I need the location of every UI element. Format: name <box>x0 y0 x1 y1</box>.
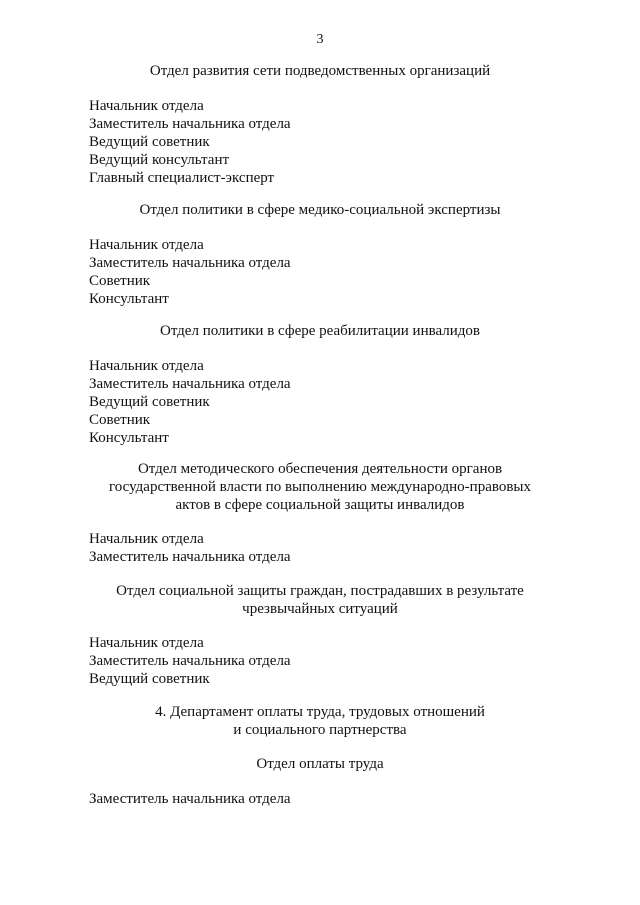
section-heading <box>0 201 640 219</box>
section-heading-line: чрезвычайных ситуаций <box>242 601 398 617</box>
position-item: Советник <box>89 412 151 428</box>
position-item: Заместитель начальника отдела <box>89 376 291 392</box>
department-heading-line: и социального партнерства <box>233 722 407 738</box>
position-item: Заместитель начальника отдела <box>89 653 291 669</box>
section-heading-line: Отдел оплаты труда <box>256 756 384 772</box>
department-heading <box>0 703 640 739</box>
section-heading <box>0 582 640 618</box>
section-heading-line: государственной власти по выполнению международно-правовых <box>109 479 531 495</box>
position-item: Начальник отдела <box>89 358 204 374</box>
position-item: Советник <box>89 273 151 289</box>
position-item: Заместитель начальника отдела <box>89 791 291 807</box>
position-item: Главный специалист-эксперт <box>89 170 275 186</box>
position-item: Начальник отдела <box>89 237 204 253</box>
position-item: Ведущий консультант <box>89 152 230 168</box>
department-heading-line: 4. Департамент оплаты труда, трудовых отношений <box>155 704 485 720</box>
positions-list <box>89 236 291 308</box>
positions-list <box>89 97 291 187</box>
position-item: Консультант <box>89 291 169 307</box>
section-heading-line: Отдел политики в сфере реабилитации инвалидов <box>159 323 481 339</box>
position-item: Ведущий советник <box>89 134 210 150</box>
position-item: Начальник отдела <box>89 531 204 547</box>
section-heading-line: Отдел политики в сфере медико-социальной экспертизы <box>139 202 501 218</box>
position-item: Заместитель начальника отдела <box>89 549 291 565</box>
section-heading <box>0 755 640 773</box>
position-item: Консультант <box>89 430 169 446</box>
position-item: Ведущий советник <box>89 671 210 687</box>
section-heading <box>0 322 640 340</box>
positions-list <box>89 790 291 808</box>
position-item: Ведущий советник <box>89 394 210 410</box>
section-heading <box>0 460 640 514</box>
position-item: Начальник отдела <box>89 98 204 114</box>
section-heading-line: Отдел методического обеспечения деятельности органов <box>137 461 503 477</box>
position-item: Заместитель начальника отдела <box>89 255 291 271</box>
section-heading <box>0 62 640 80</box>
positions-list <box>89 357 291 447</box>
positions-list <box>89 530 291 566</box>
position-item: Начальник отдела <box>89 635 204 651</box>
section-heading-line: актов в сфере социальной защиты инвалидов <box>175 497 465 513</box>
position-item: Заместитель начальника отдела <box>89 116 291 132</box>
section-heading-line: Отдел социальной защиты граждан, пострадавших в результате <box>116 583 524 599</box>
section-heading-line: Отдел развития сети подведомственных организаций <box>149 63 491 79</box>
positions-list <box>89 634 291 688</box>
page-number: 3 <box>316 32 324 47</box>
